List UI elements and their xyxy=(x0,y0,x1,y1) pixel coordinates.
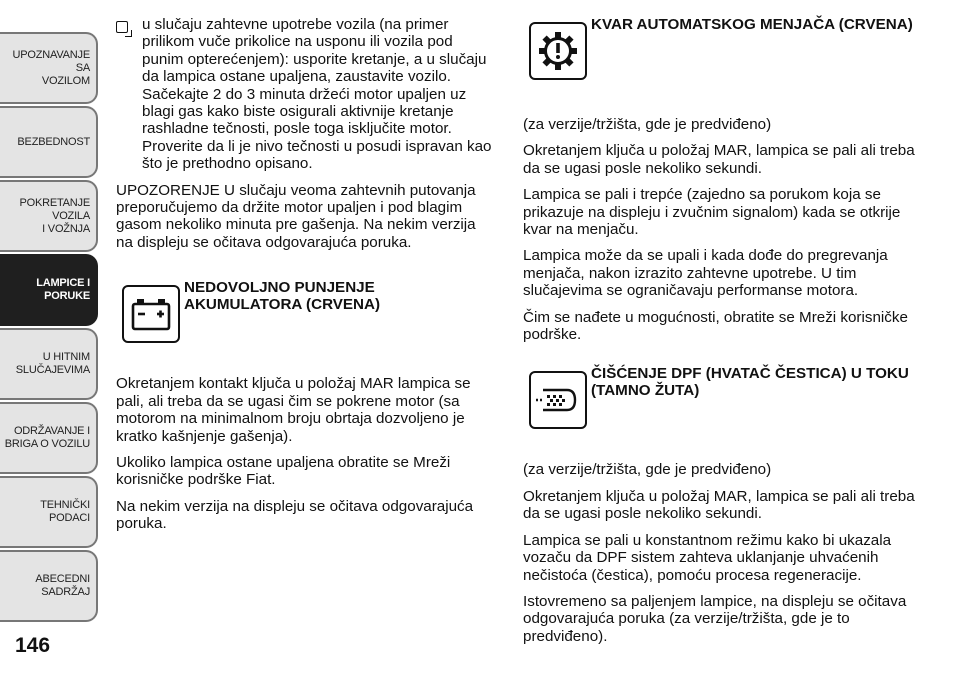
dpf-section-header xyxy=(523,365,915,441)
page-number: 146 xyxy=(15,634,51,657)
right-column xyxy=(523,16,915,654)
gearbox-paragraph-3: Lampica se pali i trepće (zajedno sa porukom koja se prikazuje na displeju i zvučnim signalom) kada se otkrije kvar na menjaču. xyxy=(523,186,901,239)
tab-lampice[interactable]: LAMPICE I PORUKE xyxy=(0,254,98,326)
dpf-paragraph-4: Istovremeno sa paljenjem lampice, na displeju se očitava odgovarajuća poruka (za verzije/tržišta, gde je to predviđeno). xyxy=(523,592,907,645)
tab-abecedni-sadrzaj[interactable]: ABECEDNI SADRŽAJ xyxy=(0,550,98,622)
dpf-heading: ČIŠĆENJE DPF (HVATAČ ČESTICA) U TOKU (TAMNO ŽUTA) xyxy=(591,365,909,400)
battery-paragraph-3: Na nekim verzija na displeju se očitava odgovarajuća poruka. xyxy=(116,497,474,533)
warning-note: UPOZORENJE U slučaju veoma zahtevnih putovanja preporučujemo da držite motor upaljen i pod blagim gasom nekoliko minuta pre gašenja. Na nekim verzija na displeju se očitava odgovarajuća poruka. xyxy=(116,181,476,251)
tab-upoznavanje[interactable]: UPOZNAVANJE SA VOZILOM xyxy=(0,32,98,104)
tab-tehnicki-podaci[interactable]: TEHNIČKI PODACI xyxy=(0,476,98,548)
battery-paragraph-2: Ukoliko lampica ostane upaljena obratite se Mreži korisničke podrške Fiat. xyxy=(116,453,451,489)
gearbox-section-header xyxy=(523,16,915,96)
left-column xyxy=(116,16,494,542)
tab-pokretanje[interactable]: POKRETANJE VOZILA I VOŽNJA xyxy=(0,180,98,252)
tab-odrzavanje[interactable]: ODRŽAVANJE I BRIGA O VOZILU xyxy=(0,402,98,474)
gearbox-paragraph-1: (za verzije/tržišta, gde je predviđeno) xyxy=(523,116,772,133)
bullet-item xyxy=(116,16,494,173)
battery-icon xyxy=(122,285,180,343)
dpf-paragraph-1: (za verzije/tržišta, gde je predviđeno) xyxy=(523,461,772,479)
battery-paragraph-1: Okretanjem kontakt ključa u položaj MAR lampica se pali, ali treba da se ugasi čim se pokrene motor (sa motorom na minimalnom broju obrtaja dozvoljeno je kratko kašnjenje gašenja). xyxy=(116,375,471,445)
dpf-paragraph-2: Okretanjem ključa u položaj MAR, lampica se pali ali treba da se ugasi posle nekoliko sekundi. xyxy=(523,487,915,523)
gear-warning-icon xyxy=(529,22,587,80)
gearbox-paragraph-5: Čim se nađete u mogućnosti, obratite se Mreži korisničke podrške. xyxy=(523,308,908,344)
battery-heading: NEDOVOLJNO PUNJENJE AKUMULATORA (CRVENA) xyxy=(184,279,381,314)
gearbox-paragraph-2: Okretanjem ključa u položaj MAR, lampica se pali ali treba da se ugasi posle nekoliko sekundi. xyxy=(523,142,915,177)
tab-hitni-slucajevi[interactable]: U HITNIM SLUČAJEVIMA xyxy=(0,328,98,400)
dpf-filter-icon xyxy=(529,371,587,429)
bullet-box-icon xyxy=(116,21,128,33)
bullet-text: u slučaju zahtevne upotrebe vozila (na primer prilikom vuče prikolice na usponu ili vozila pod punim opterećenjem): usporite kretanje, a u slučaju da lampica ostane upaljena, zaustavite vozilo. Sačekajte 2 do 3 minuta držeći motor upaljen uz blagi gas kako biste osigurali aktivnije kretanje rashladne tečnosti, posle toga isključite motor. Proverite da li je nivo tečnosti u posudi ispravan kao što je prethodno opisano. xyxy=(142,16,492,173)
gearbox-heading: KVAR AUTOMATSKOG MENJAČA (CRVENA) xyxy=(591,16,913,33)
gearbox-paragraph-4: Lampica može da se upali i kada dođe do pregrevanja menjača, nakon izrazito zahtevne upotrebe. U tim slučajevima se ograničavaju performanse motora. xyxy=(523,247,888,300)
chapter-tabs xyxy=(0,0,102,600)
battery-section-header xyxy=(116,279,494,355)
tab-bezbednost[interactable]: BEZBEDNOST xyxy=(0,106,98,178)
dpf-paragraph-3: Lampica se pali u konstantnom režimu kako bi ukazala vozaču da DPF sistem zahteva uklanjanje uhvaćenih nečistoća (čestica), pomoću procesa regeneracije. xyxy=(523,531,892,584)
